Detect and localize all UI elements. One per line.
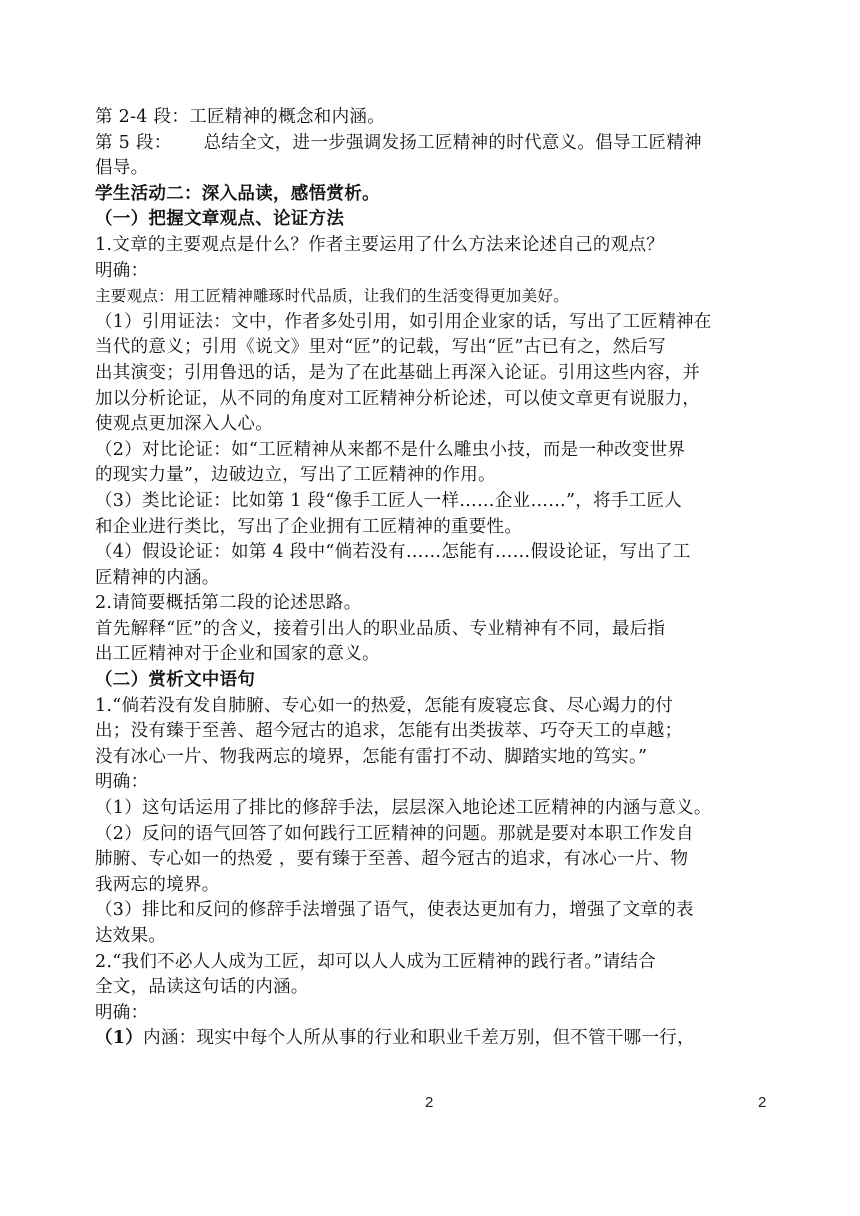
page-number-center: 2	[425, 1094, 434, 1111]
line-text: 的现实力量”，边破边立，写出了工匠精神的作用。	[95, 465, 496, 486]
line-text: 达效果。	[95, 926, 167, 946]
text-line	[95, 489, 770, 515]
text-line	[95, 719, 770, 745]
document-body	[95, 105, 770, 1052]
text-line	[95, 361, 770, 387]
line-text: 没有冰心一片、物我两忘的境界，怎能有雷打不动、脚踏实地的笃实。”	[95, 746, 648, 767]
text-line	[95, 1001, 770, 1027]
line-text: 主要观点：用工匠精神雕琢时代品质，让我们的生活变得更加美好。	[95, 287, 570, 306]
page-number-right: 2	[758, 1094, 767, 1111]
line-text: 出；没有臻于至善、超今冠古的追求，怎能有出类拔萃、巧夺天工的卓越；	[95, 721, 683, 742]
text-line	[95, 796, 770, 822]
section-heading	[95, 668, 770, 694]
text-line	[95, 847, 770, 873]
line-text: （3）类比论证：比如第 1 段“像手工匠人一样……企业……”，将手工匠人	[95, 490, 683, 511]
text-line	[95, 233, 770, 259]
text-line	[95, 873, 770, 899]
text-line	[95, 950, 770, 976]
line-text: 第 5 段：	[95, 132, 172, 153]
section-heading	[95, 182, 770, 208]
line-text: 加以分析论证，从不同的角度对工匠精神分析论述，可以使文章更有说服力，	[95, 388, 701, 409]
line-text: 2.请简要概括第二段的论述思路。	[95, 593, 362, 614]
line-text: （1）这句话运用了排比的修辞手法，层层深入地论述工匠精神的内涵与意义。	[95, 798, 712, 819]
line-text: （2）对比论证：如“工匠精神从来都不是什么雕虫小技，而是一种改变世界	[95, 439, 686, 460]
line-text: 第 2-4 段：工匠精神的概念和内涵。	[95, 107, 386, 127]
text-line	[95, 770, 770, 796]
text-line	[95, 284, 770, 310]
text-line	[95, 156, 770, 182]
line-text: 匠精神的内涵。	[95, 567, 220, 588]
text-line	[95, 412, 770, 438]
line-text: 首先解释“匠”的含义，接着引出人的职业品质、专业精神有不同，最后指	[95, 618, 666, 639]
text-line	[95, 335, 770, 361]
text-line	[95, 617, 770, 643]
text-line	[95, 515, 770, 541]
line-text: （4）假设论证：如第 4 段中“倘若没有……怎能有……假设论证，写出了工	[95, 542, 691, 563]
line-text: 1.文章的主要观点是什么？作者主要运用了什么方法来论述自己的观点？	[95, 234, 665, 255]
line-text: 2.“我们不必人人成为工匠，却可以人人成为工匠精神的践行者。”请结合	[95, 951, 657, 972]
line-text: 内涵：现实中每个人所从事的行业和职业千差万别，但不管干哪一行，	[143, 1028, 695, 1049]
line-text: 使观点更加深入人心。	[95, 414, 273, 435]
line-text: 和企业进行类比，写出了企业拥有工匠精神的重要性。	[95, 516, 523, 537]
line-text: 明确：	[95, 260, 149, 281]
text-line	[95, 259, 770, 285]
item-prefix: （1）	[95, 1028, 144, 1049]
text-line	[95, 591, 770, 617]
text-line	[95, 898, 770, 924]
text-line	[95, 566, 770, 592]
line-text: 肺腑、专心如一的热爱 ，要有臻于至善、超今冠古的追求，有冰心一片、物	[95, 849, 689, 870]
section-heading	[95, 207, 770, 233]
line-text: （1）引用证法：文中，作者多处引用，如引用企业家的话，写出了工匠精神在	[95, 311, 712, 332]
line-text: 学生活动二：深入品读，感悟赏析。	[95, 183, 380, 204]
text-line	[95, 438, 770, 464]
line-text: 1.“倘若没有发自肺腑、专心如一的热爱，怎能有废寝忘食、尽心竭力的付	[95, 695, 674, 716]
text-line	[95, 540, 770, 566]
line-text: （2）反问的语气回答了如何践行工匠精神的问题。那就是要对本职工作发自	[95, 823, 694, 844]
line-text: （二）赏析文中语句	[95, 670, 256, 691]
text-line	[95, 387, 770, 413]
text-line	[95, 694, 770, 720]
line-text: （3）排比和反问的修辞手法增强了语气，使表达更加有力，增强了文章的表	[95, 900, 694, 921]
line-text: 全文，品读这句话的内涵。	[95, 977, 309, 998]
text-line	[95, 975, 770, 1001]
text-line	[95, 745, 770, 771]
line-text: 我两忘的境界。	[95, 874, 220, 895]
text-line	[95, 310, 770, 336]
line-text: 明确：	[95, 772, 149, 793]
line-text: 出其演变；引用鲁迅的话，是为了在此基础上再深入论证。引用这些内容，并	[95, 362, 701, 383]
text-line	[95, 822, 770, 848]
text-line	[95, 463, 770, 489]
text-line	[95, 1026, 770, 1052]
text-line	[95, 924, 770, 950]
line-text-tail: 总结全文，进一步强调发扬工匠精神的时代意义。倡导工匠精神	[203, 132, 702, 153]
line-text: 倡导。	[95, 158, 149, 179]
line-text: 出工匠精神对于企业和国家的意义。	[95, 644, 380, 665]
line-text: 明确：	[95, 1002, 149, 1023]
text-line	[95, 105, 770, 131]
text-line	[95, 131, 770, 157]
line-text: 当代的意义；引用《说文》里对“匠”的记载，写出“匠”古已有之，然后写	[95, 337, 666, 358]
text-line	[95, 642, 770, 668]
line-text: （一）把握文章观点、论证方法	[95, 209, 345, 230]
